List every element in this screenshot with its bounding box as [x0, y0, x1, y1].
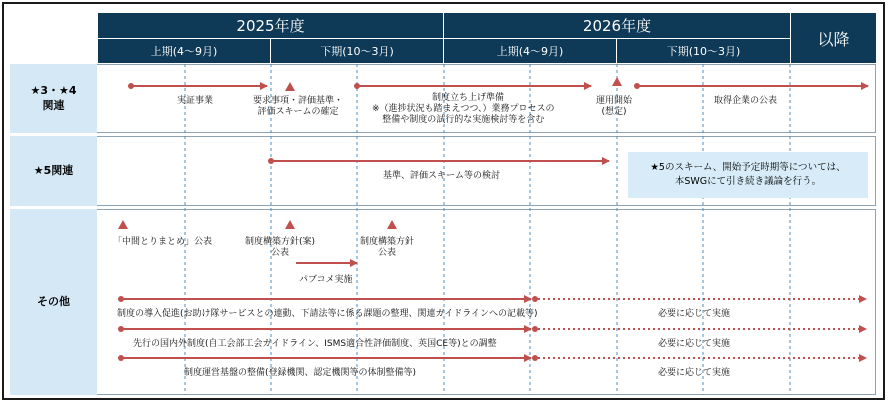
row-label-star5: ★5関連	[10, 136, 97, 206]
start-dot-proof	[128, 83, 134, 89]
label-study: 基準、評価スキーム等の検討	[383, 171, 501, 181]
label-prep-note: ※（進捗状況も踏まえつつ、）業務プロセスの 整備や制度の試行的な実施検討等を含む	[372, 104, 555, 126]
year-2026-header: 2026年度	[444, 13, 790, 39]
after-header: 以降	[790, 13, 876, 63]
milestone-launch	[612, 77, 622, 86]
start-dot-infra	[118, 355, 124, 361]
half-2026-first: 上期(4～9月)	[444, 39, 617, 63]
row-label-other: その他	[10, 209, 97, 395]
start-dot-study	[268, 158, 274, 164]
label-infra: 制度運営基盤の整備(登録機関、認定機関等の体制整備等)	[184, 368, 417, 378]
label-prep: 制度立ち上げ準備	[432, 93, 505, 103]
mid-dot-intl	[532, 326, 538, 332]
label-proof: 実証事業	[177, 96, 214, 106]
start-dot-intl	[118, 326, 124, 332]
half-2026-second: 下期(10～3月)	[617, 39, 790, 63]
start-dot-publish	[634, 83, 640, 89]
label-interim: 「中間とりまとめ」公表	[113, 237, 213, 247]
label-requirements: 要求事項・評価基準・ 評価スキームの確定	[253, 96, 344, 118]
label-as-needed-infra: 必要に応じて実施	[658, 368, 731, 378]
start-dot-promo	[118, 296, 124, 302]
half-2025-second: 下期(10～3月)	[271, 39, 444, 63]
milestone-draft	[285, 220, 295, 229]
milestone-requirements	[285, 82, 295, 91]
year-2025-header: 2025年度	[98, 13, 444, 39]
milestone-final	[387, 220, 397, 229]
start-dot-prep	[354, 83, 360, 89]
label-intl: 先行の国内外制度(自工会部工会ガイドライン、ISMS適合性評価制度、英国CE等)との調整	[133, 339, 497, 349]
label-as-needed-promo: 必要に応じて実施	[658, 309, 731, 319]
label-draft: 制度構築方針(案) 公表	[245, 237, 316, 259]
milestone-interim	[118, 220, 128, 229]
label-launch: 運用開始 (想定)	[596, 96, 633, 118]
label-publish: 取得企業の公表	[714, 96, 778, 106]
mid-dot-infra	[532, 355, 538, 361]
label-pubcom: パブコメ実施	[299, 275, 353, 285]
half-2025-first: 上期(4～9月)	[98, 39, 271, 63]
star5-note: ★5のスキーム、開始予定時期等については、 本SWGにて引き続き議論を行う。	[628, 152, 868, 198]
row-label-star34: ★3・★4 関連	[10, 64, 97, 133]
label-as-needed-intl: 必要に応じて実施	[658, 339, 731, 349]
mid-dot-promo	[532, 296, 538, 302]
label-promo: 制度の導入促進(お助け隊サービスとの連動、下請法等に係る課題の整理、関連ガイドラインへの記載等)	[117, 309, 538, 319]
label-final: 制度構築方針 公表	[360, 237, 415, 259]
